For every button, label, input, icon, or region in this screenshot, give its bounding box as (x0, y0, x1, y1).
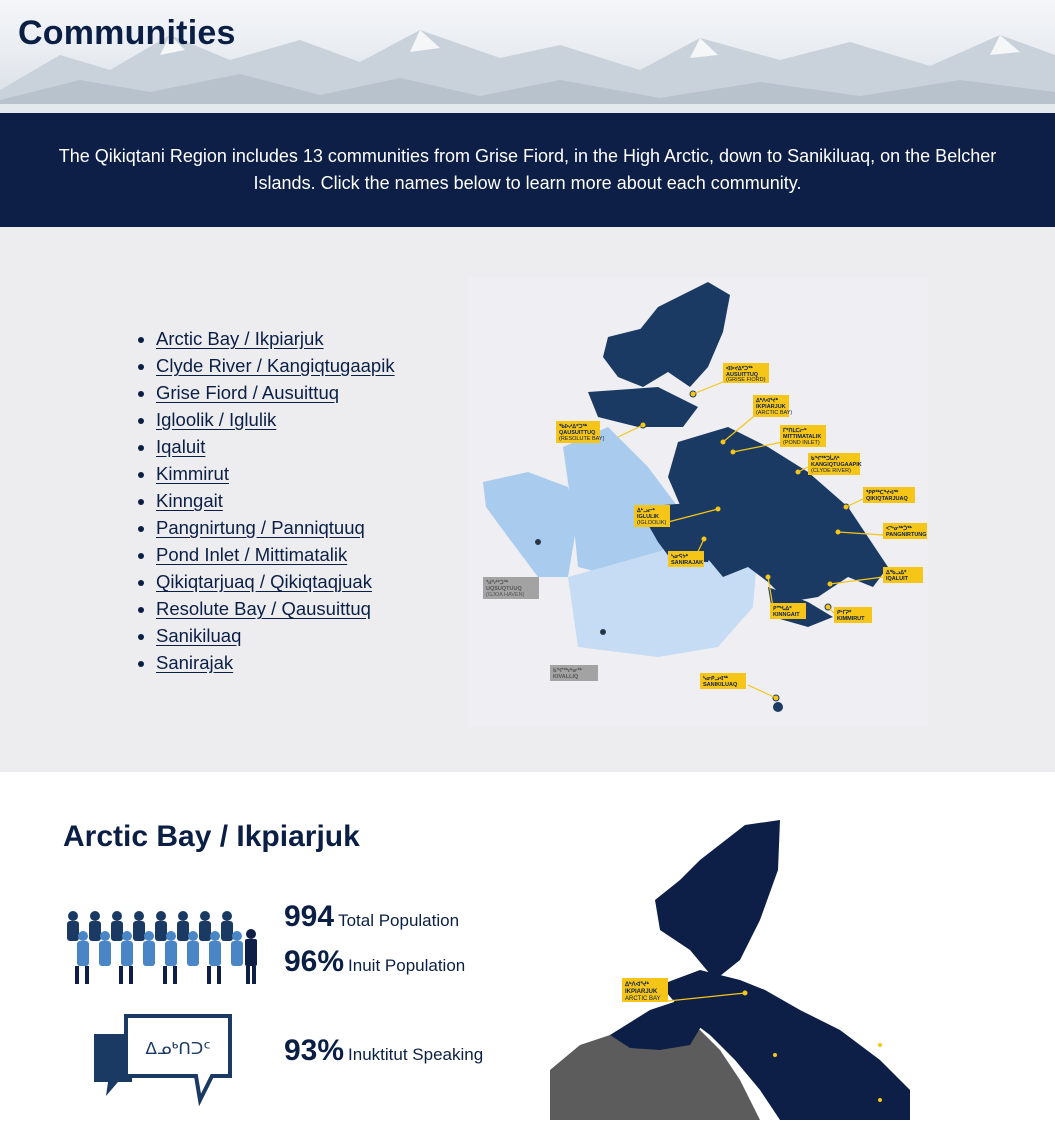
svg-text:QIKIQTARJUAQ: QIKIQTARJUAQ (866, 496, 908, 502)
community-link-igloolik[interactable]: Igloolik / Iglulik (156, 409, 277, 430)
svg-text:ᐃᖃᓗᐃᑦ: ᐃᖃᓗᐃᑦ (886, 570, 907, 576)
bubble-text: ᐃᓄᒃᑎᑐᑦ (145, 1039, 211, 1059)
community-link-kinngait[interactable]: Kinngait (156, 490, 223, 511)
map-label-arctic-bay (753, 395, 792, 417)
svg-text:ᖁᕐᓱᒃᑐᖅ: ᖁᕐᓱᒃᑐᖅ (486, 580, 509, 586)
map-label-iqaluit (883, 567, 923, 583)
svg-text:ᓴᓂᕋᔭᒃ: ᓴᓂᕋᔭᒃ (671, 554, 689, 560)
svg-text:QAUSUITTUQ: QAUSUITTUQ (559, 430, 596, 436)
page-title: Communities (18, 14, 236, 52)
svg-text:(IGLOOLIK): (IGLOOLIK) (637, 520, 667, 526)
map-label-sanikiluaq (700, 673, 746, 689)
svg-text:SANIKILUAQ: SANIKILUAQ (703, 682, 738, 688)
intro-banner (0, 113, 1055, 227)
svg-text:KINNGAIT: KINNGAIT (773, 612, 800, 618)
community-link-sanirajak[interactable]: Sanirajak (156, 652, 234, 673)
svg-text:PANGNIRTUNG: PANGNIRTUNG (886, 532, 927, 538)
svg-text:(RESOLUTE BAY): (RESOLUTE BAY) (559, 436, 605, 442)
list-item (156, 595, 395, 622)
ellesmere-island (655, 820, 780, 980)
region-map (468, 277, 928, 727)
community-link-iqaluit[interactable]: Iqaluit (156, 436, 206, 457)
community-map (550, 820, 920, 1120)
list-item (156, 352, 395, 379)
community-detail (0, 772, 1055, 1122)
svg-text:ᐃᒃᐱᐊᕐᔪᒃ: ᐃᒃᐱᐊᕐᔪᒃ (756, 398, 778, 404)
svg-text:ᑭᙵᐃᑦ: ᑭᙵᐃᑦ (773, 606, 792, 612)
map-label-sanirajak (668, 551, 704, 567)
community-link-qikiqtarjuaq[interactable]: Qikiqtarjuaq / Qikiqtaqjuak (156, 571, 372, 592)
map-label-grise-fiord (723, 363, 769, 383)
list-item (156, 649, 395, 676)
map-label-pond-inlet (780, 425, 826, 447)
stat-total-population (284, 900, 459, 934)
list-item (156, 487, 395, 514)
svg-text:ᑲᖏᖅᑐᒑᐱᒃ: ᑲᖏᖅᑐᒑᐱᒃ (811, 456, 840, 462)
map-label-kivalliq (550, 665, 598, 681)
svg-text:(ARCTIC BAY): (ARCTIC BAY) (756, 410, 793, 416)
stat-label: Inuktitut Speaking (348, 1045, 484, 1064)
svg-text:ᐃᒡᓗᓕᒃ: ᐃᒡᓗᓕᒃ (637, 508, 655, 514)
svg-text:KIVALLIQ: KIVALLIQ (553, 674, 579, 680)
population-people-icon (63, 906, 263, 986)
svg-text:(CLYDE RIVER): (CLYDE RIVER) (811, 468, 851, 474)
stat-inuktitut-speaking (284, 1034, 483, 1068)
speech-bubble-icon (92, 1014, 232, 1106)
stat-label: Total Population (338, 911, 460, 930)
stat-value: 994 (284, 900, 335, 933)
svg-text:ᐸᖕᓂᖅᑑᖅ: ᐸᖕᓂᖅᑑᖅ (886, 526, 912, 532)
community-link-pangnirtung[interactable]: Pangnirtung / Panniqtuuq (156, 517, 365, 538)
svg-text:(POND INLET): (POND INLET) (783, 440, 820, 446)
stat-label: Inuit Population (348, 956, 466, 975)
stat-value: 93% (284, 1034, 345, 1067)
svg-text:(GJOA HAVEN): (GJOA HAVEN) (486, 592, 525, 598)
svg-text:AUSUITTUQ: AUSUITTUQ (726, 372, 759, 378)
map-label-kimmirut (834, 607, 872, 623)
svg-text:ᐊᐅᔪᐃᑦᑐᖅ: ᐊᐅᔪᐃᑦᑐᖅ (726, 366, 753, 372)
community-title: Arctic Bay / Ikpiarjuk (63, 820, 360, 853)
svg-text:IKPIARJUK: IKPIARJUK (625, 989, 658, 995)
list-item (156, 514, 395, 541)
svg-text:IGLULIK: IGLULIK (637, 514, 659, 520)
community-link-grise-fiord[interactable]: Grise Fiord / Ausuittuq (156, 382, 340, 403)
map-label-kinngait (770, 603, 806, 619)
community-list (138, 325, 395, 676)
svg-text:ᐃᒃᐱᐊᕐᔪᒃ: ᐃᒃᐱᐊᕐᔪᒃ (625, 982, 649, 988)
svg-text:ᕿᑭᖅᑕᕐᔪᐊᖅ: ᕿᑭᖅᑕᕐᔪᐊᖅ (866, 490, 899, 496)
svg-text:IQALUIT: IQALUIT (886, 576, 908, 582)
list-item (156, 541, 395, 568)
svg-text:ᓴᓂᑭᓗᐊᖅ: ᓴᓂᑭᓗᐊᖅ (703, 676, 728, 682)
community-list-section (0, 227, 1055, 772)
svg-text:KANGIQTUGAAPIK: KANGIQTUGAAPIK (811, 462, 862, 468)
svg-text:ᑭᒻᒥᕈᑦ: ᑭᒻᒥᕈᑦ (837, 610, 852, 616)
list-item (156, 433, 395, 460)
list-item (156, 568, 395, 595)
stat-value: 96% (284, 945, 345, 978)
map-label-pangnirtung (883, 523, 927, 539)
svg-text:ᒥᑦᑎᒪᑕᓕᒃ: ᒥᑦᑎᒪᑕᓕᒃ (783, 428, 807, 434)
svg-text:IKPIARJUK: IKPIARJUK (756, 404, 786, 410)
list-item (156, 325, 395, 352)
map-label-gjoa-haven (483, 577, 539, 599)
map-label-resolute-bay (556, 421, 605, 443)
svg-text:ᖃᐅᓱᐃᑦᑐᖅ: ᖃᐅᓱᐃᑦᑐᖅ (559, 424, 588, 430)
intro-text: The Qikiqtani Region includes 13 communities from Grise Fiord, in the High Arctic, down to Sanikiluaq, on the Belcher Islands. Click the names below to learn more about each community. (58, 146, 997, 193)
svg-text:(GRISE FIORD): (GRISE FIORD) (726, 377, 766, 383)
map-label-clyde-river (808, 453, 862, 475)
community-link-arctic-bay[interactable]: Arctic Bay / Ikpiarjuk (156, 328, 324, 349)
list-item (156, 460, 395, 487)
svg-text:SANIRAJAK: SANIRAJAK (671, 560, 704, 566)
list-item (156, 622, 395, 649)
svg-text:MITTIMATALIK: MITTIMATALIK (783, 434, 822, 440)
community-link-kimmirut[interactable]: Kimmirut (156, 463, 229, 484)
svg-text:ᑲᖏᖅᖠᓂᖅ: ᑲᖏᖅᖠᓂᖅ (553, 668, 582, 674)
community-link-clyde-river[interactable]: Clyde River / Kangiqtugaapik (156, 355, 395, 376)
list-item (156, 379, 395, 406)
svg-text:KIMMIRUT: KIMMIRUT (837, 616, 865, 622)
stat-inuit-population (284, 945, 465, 979)
map-label-arctic-bay (622, 978, 668, 1002)
list-item (156, 406, 395, 433)
map-label-qikiqtarjuaq (863, 487, 915, 503)
svg-text:ARCTIC BAY: ARCTIC BAY (625, 996, 661, 1002)
hero-banner (0, 0, 1055, 113)
svg-text:UQSUQTUUQ: UQSUQTUUQ (486, 586, 522, 592)
community-link-resolute-bay[interactable]: Resolute Bay / Qausuittuq (156, 598, 371, 619)
belcher-islands (773, 702, 783, 712)
community-link-sanikiluaq[interactable]: Sanikiluaq (156, 625, 242, 646)
map-label-igloolik (634, 505, 670, 527)
community-link-pond-inlet[interactable]: Pond Inlet / Mittimatalik (156, 544, 348, 565)
